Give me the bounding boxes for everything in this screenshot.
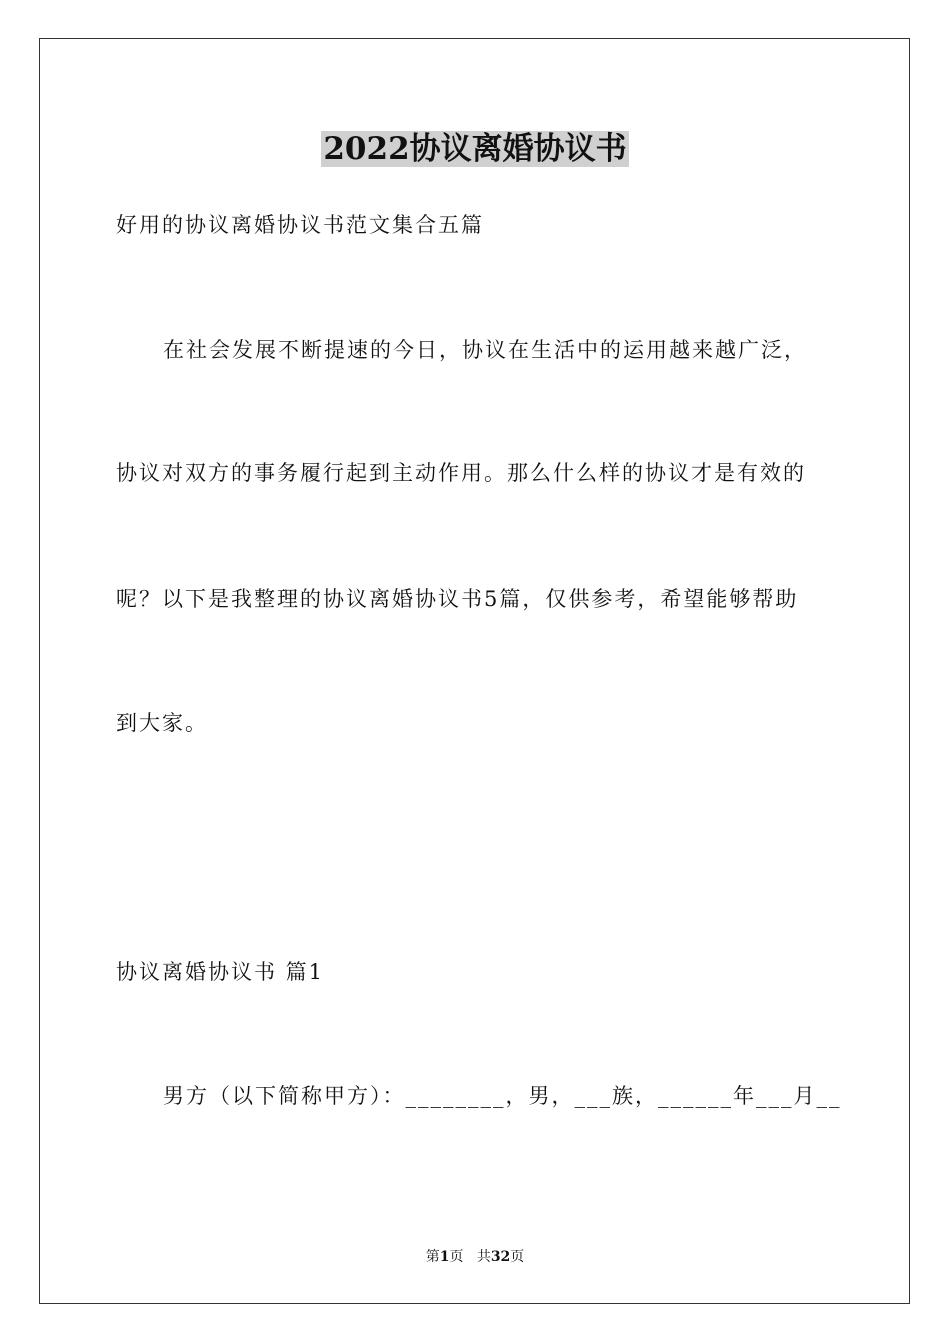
- paragraph-line-2: 协议对双方的事务履行起到主动作用。那么什么样的协议才是有效的: [116, 461, 806, 485]
- form-line-male-party: 男方（以下简称甲方）：________，男，___族，______年___月__: [163, 1084, 842, 1108]
- footer-page-suffix: 页: [449, 1249, 464, 1265]
- footer-total-prefix: 共: [476, 1249, 491, 1265]
- footer-page-number: 1: [439, 1249, 450, 1265]
- footer-page-prefix: 第: [425, 1249, 440, 1265]
- document-title-text: 2022协议离婚协议书: [323, 131, 627, 167]
- footer-total-pages: 32: [490, 1249, 511, 1265]
- section-heading: 协议离婚协议书 篇1: [116, 960, 325, 984]
- page-footer: [0, 1247, 950, 1267]
- paragraph-line-3: 呢？以下是我整理的协议离婚协议书5篇，仅供参考，希望能够帮助: [116, 587, 799, 611]
- footer-total-suffix: 页: [510, 1249, 525, 1265]
- paragraph-line-1: 在社会发展不断提速的今日，协议在生活中的运用越来越广泛，: [163, 338, 807, 362]
- document-subtitle: 好用的协议离婚协议书范文集合五篇: [116, 213, 484, 237]
- paragraph-line-4: 到大家。: [116, 711, 208, 735]
- document-title: [0, 128, 950, 170]
